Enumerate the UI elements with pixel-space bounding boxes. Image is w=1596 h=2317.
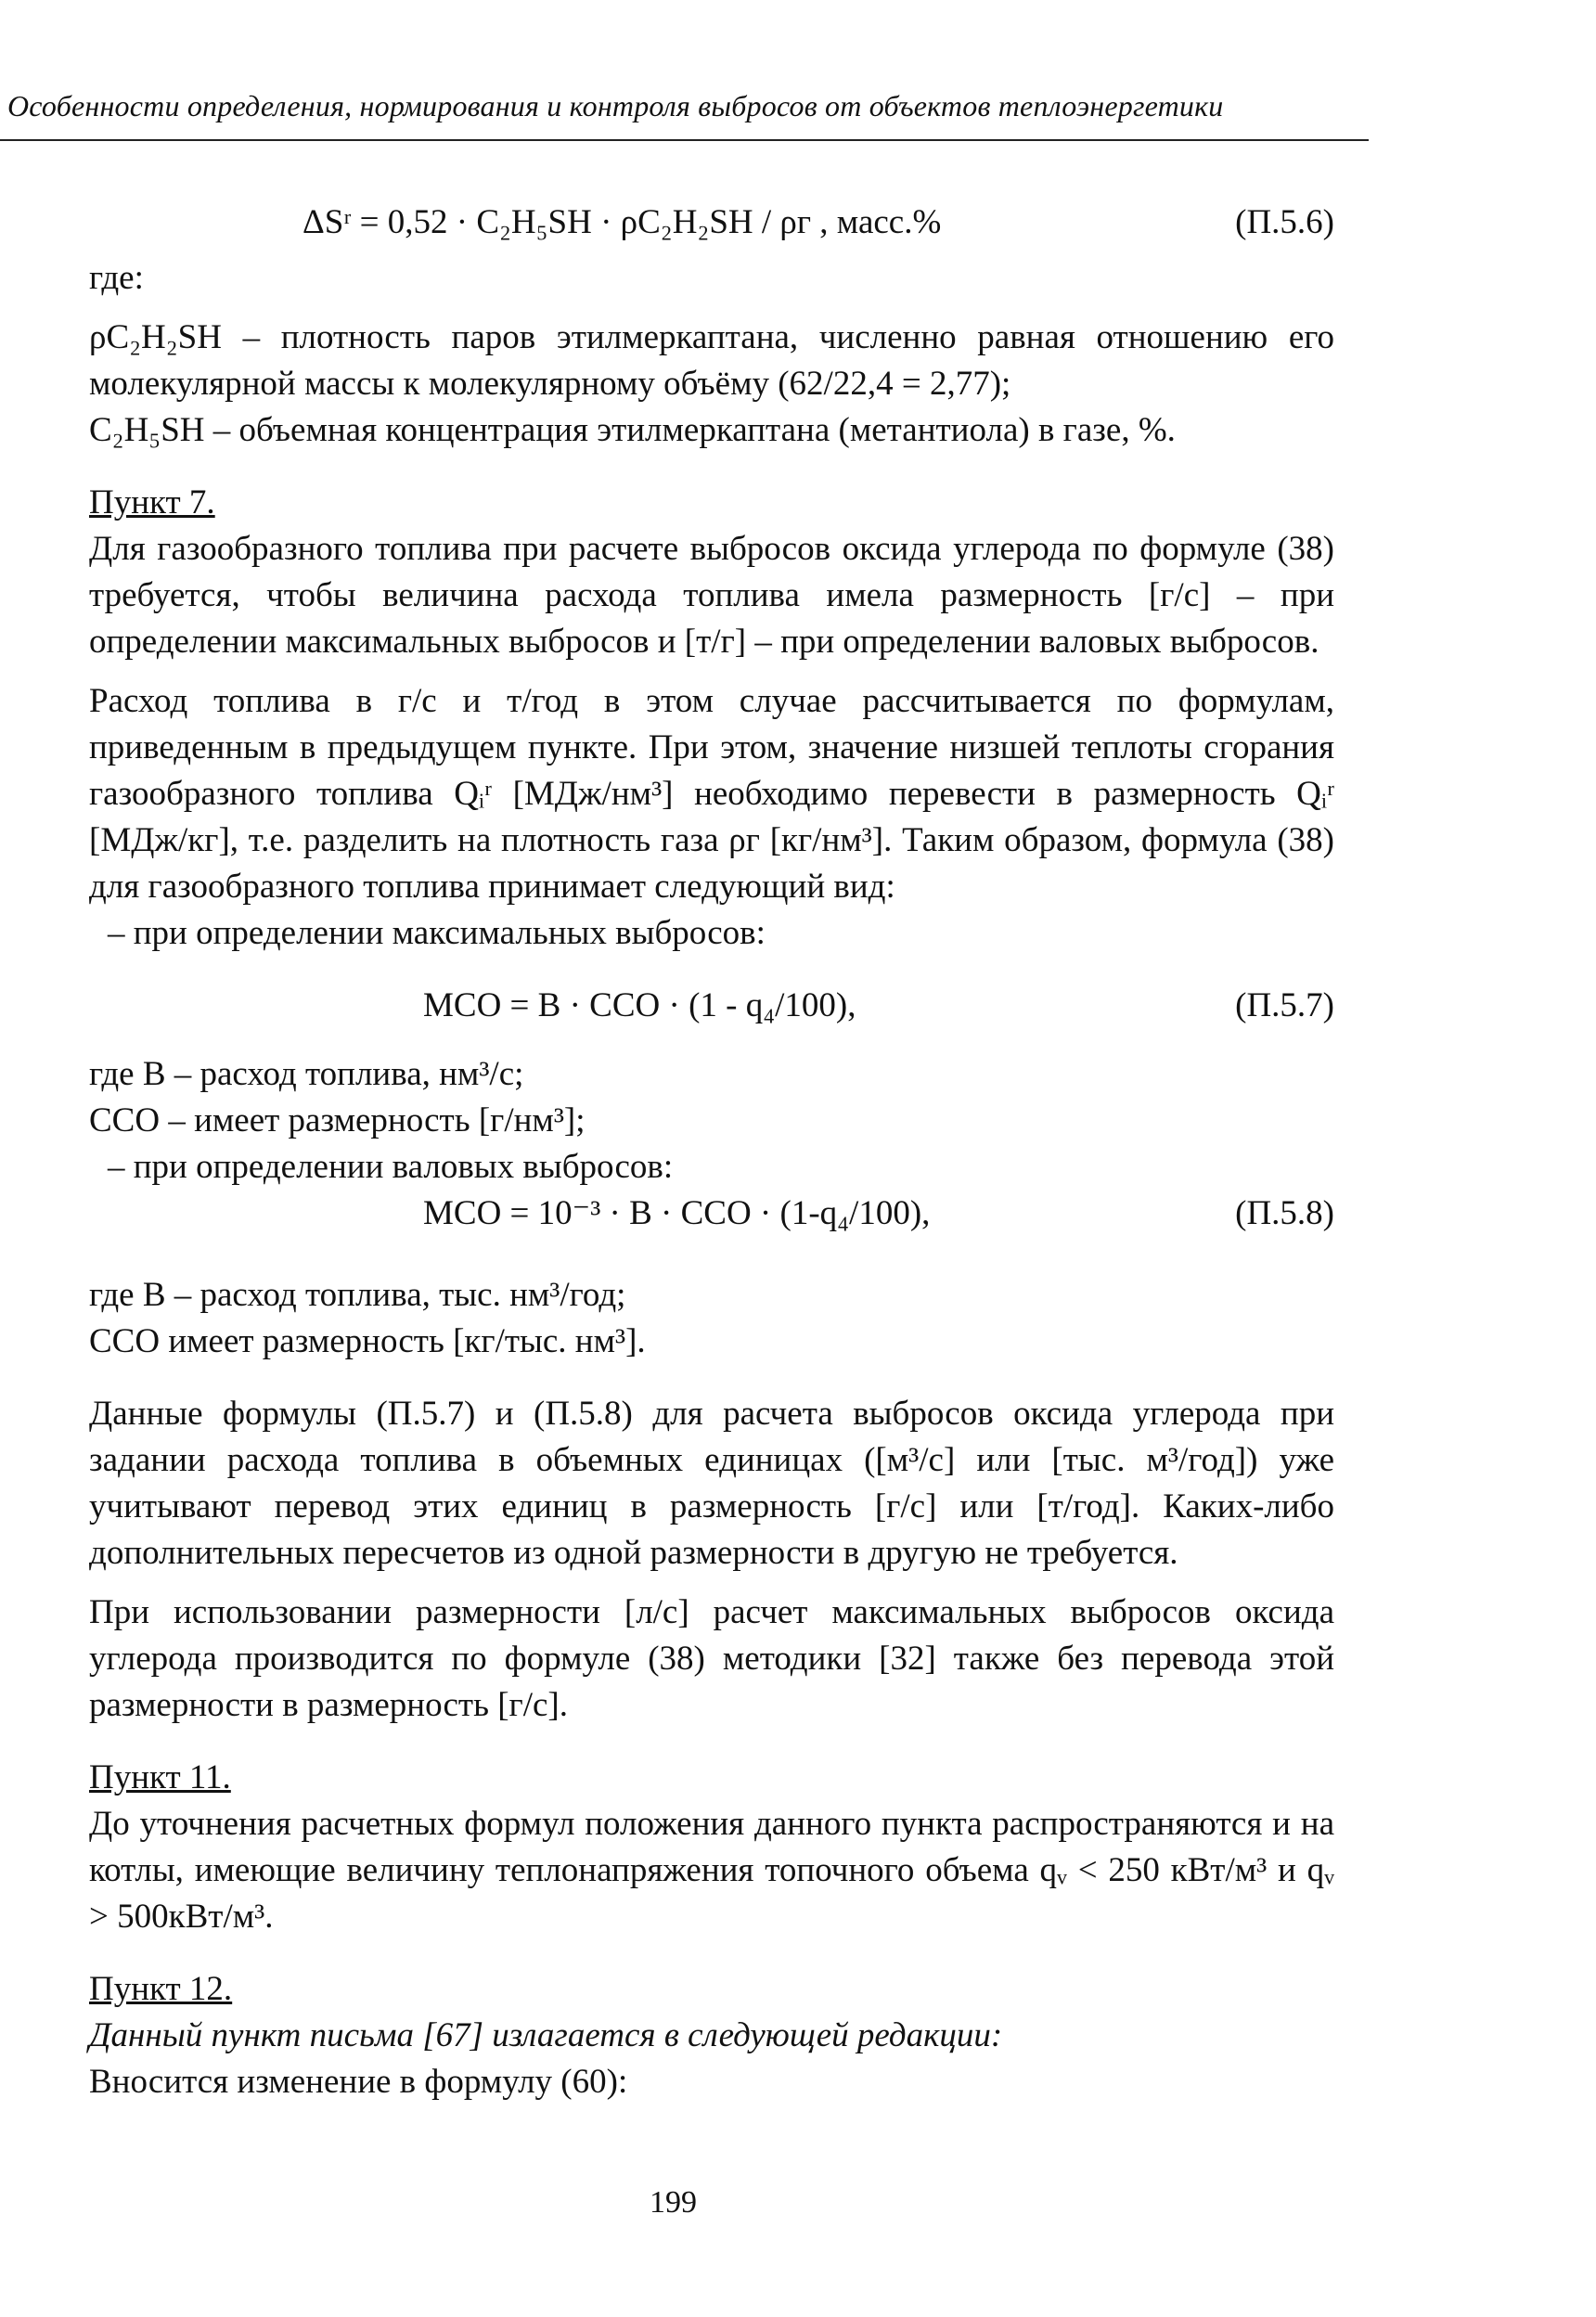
paragraph-formulas-volume-units: Данные формулы (П.5.7) и (П.5.8) для расчета выбросов оксида углерода при задании расхода топлива в объемных единицах ([м³/с] или [тыс. м³/год]) уже учитывают перевод этих единиц в размерность [г/с] или [т/год]. Каких-либо дополнительных пересчетов из одной размерности в другую не требуется. (89, 1395, 1334, 1572)
page-number: 199 (650, 2185, 697, 2220)
formula-p56 (89, 200, 1334, 255)
section-11-title: Пункт 11. (89, 1758, 231, 1796)
section-12-italic-line: Данный пункт письма [67] излагается в следующей редакции: (89, 2016, 1003, 2054)
formula-p56-number: (П.5.6) (1235, 203, 1334, 241)
section-7-paragraph-2: Расход топлива в г/с и т/год в этом случае рассчитывается по формулам, приведенным в предыдущем пункте. При этом, значение низшей теплоты сгорания газообразного топлива Qᵢʳ [МДж/нм³] необходимо перевести в размерность Qᵢʳ [МДж/кг], т.е. разделить на плотность газа ρг [кг/нм³]. Таким образом, формула (38) для газообразного топлива принимает следующий вид: (89, 682, 1334, 906)
cco-dimension-2: CCO имеет размерность [кг/тыс. нм³]. (89, 1322, 646, 1360)
section-11-paragraph: До уточнения расчетных формул положения данного пункта распространяются и на котлы, имеющие величину теплонапряжения топочного объема qᵥ < 250 кВт/м³ и qᵥ > 500кВт/м³. (89, 1805, 1334, 1936)
formula-p56-expression: ΔSʳ = 0,52 · C₂H₅SH · ρC₂H₂SH / ρг , масс.% (302, 203, 942, 241)
section-12-title: Пункт 12. (89, 1970, 233, 2008)
where-b-fuel-rate: где B – расход топлива, нм³/с; (89, 1055, 524, 1093)
formula-p58 (89, 1191, 1334, 1246)
section-12-change-line: Вносится изменение в формулу (60): (89, 2063, 628, 2101)
bullet-max-emissions: – при определении максимальных выбросов: (108, 914, 766, 952)
bullet-gross-emissions: – при определении валовых выбросов: (108, 1148, 674, 1186)
paragraph-liters-per-second: При использовании размерности [л/с] расчет максимальных выбросов оксида углерода производится по формуле (38) методики [32] также без перевода этой размерности в размерность [г/с]. (89, 1593, 1334, 1724)
formula-p57-expression: MCO = B · CCO · (1 - q₄/100), (423, 986, 856, 1024)
formula-p57-number: (П.5.7) (1235, 986, 1334, 1024)
definition-c2h5sh: C₂H₅SH – объемная концентрация этилмеркаптана (метантиола) в газе, %. (89, 411, 1176, 449)
section-7-title: Пункт 7. (89, 483, 215, 521)
formula-p58-number: (П.5.8) (1235, 1194, 1334, 1232)
where-b-fuel-annual: где B – расход топлива, тыс. нм³/год; (89, 1276, 626, 1314)
formula-p58-expression: MCO = 10⁻³ · B · CCO · (1-q₄/100), (423, 1194, 931, 1232)
page-body (89, 200, 1334, 2105)
running-header: Особенности определения, нормирования и контроля выбросов от объектов теплоэнергетики (7, 89, 1224, 122)
formula-p57 (89, 983, 1334, 1038)
section-7-paragraph-1: Для газообразного топлива при расчете выбросов оксида углерода по формуле (38) требуется, чтобы величина расхода топлива имела размерность [г/с] – при определении максимальных выбросов и [т/г] – при определении валовых выбросов. (89, 530, 1334, 661)
definition-rho: ρC₂H₂SH – плотность паров этилмеркаптана, численно равная отношению его молекулярной массы к молекулярному объёму (62/22,4 = 2,77); (89, 318, 1334, 403)
where-label: где: (89, 259, 144, 297)
header-rule (0, 139, 1369, 141)
cco-dimension-1: CCO – имеет размерность [г/нм³]; (89, 1101, 586, 1139)
